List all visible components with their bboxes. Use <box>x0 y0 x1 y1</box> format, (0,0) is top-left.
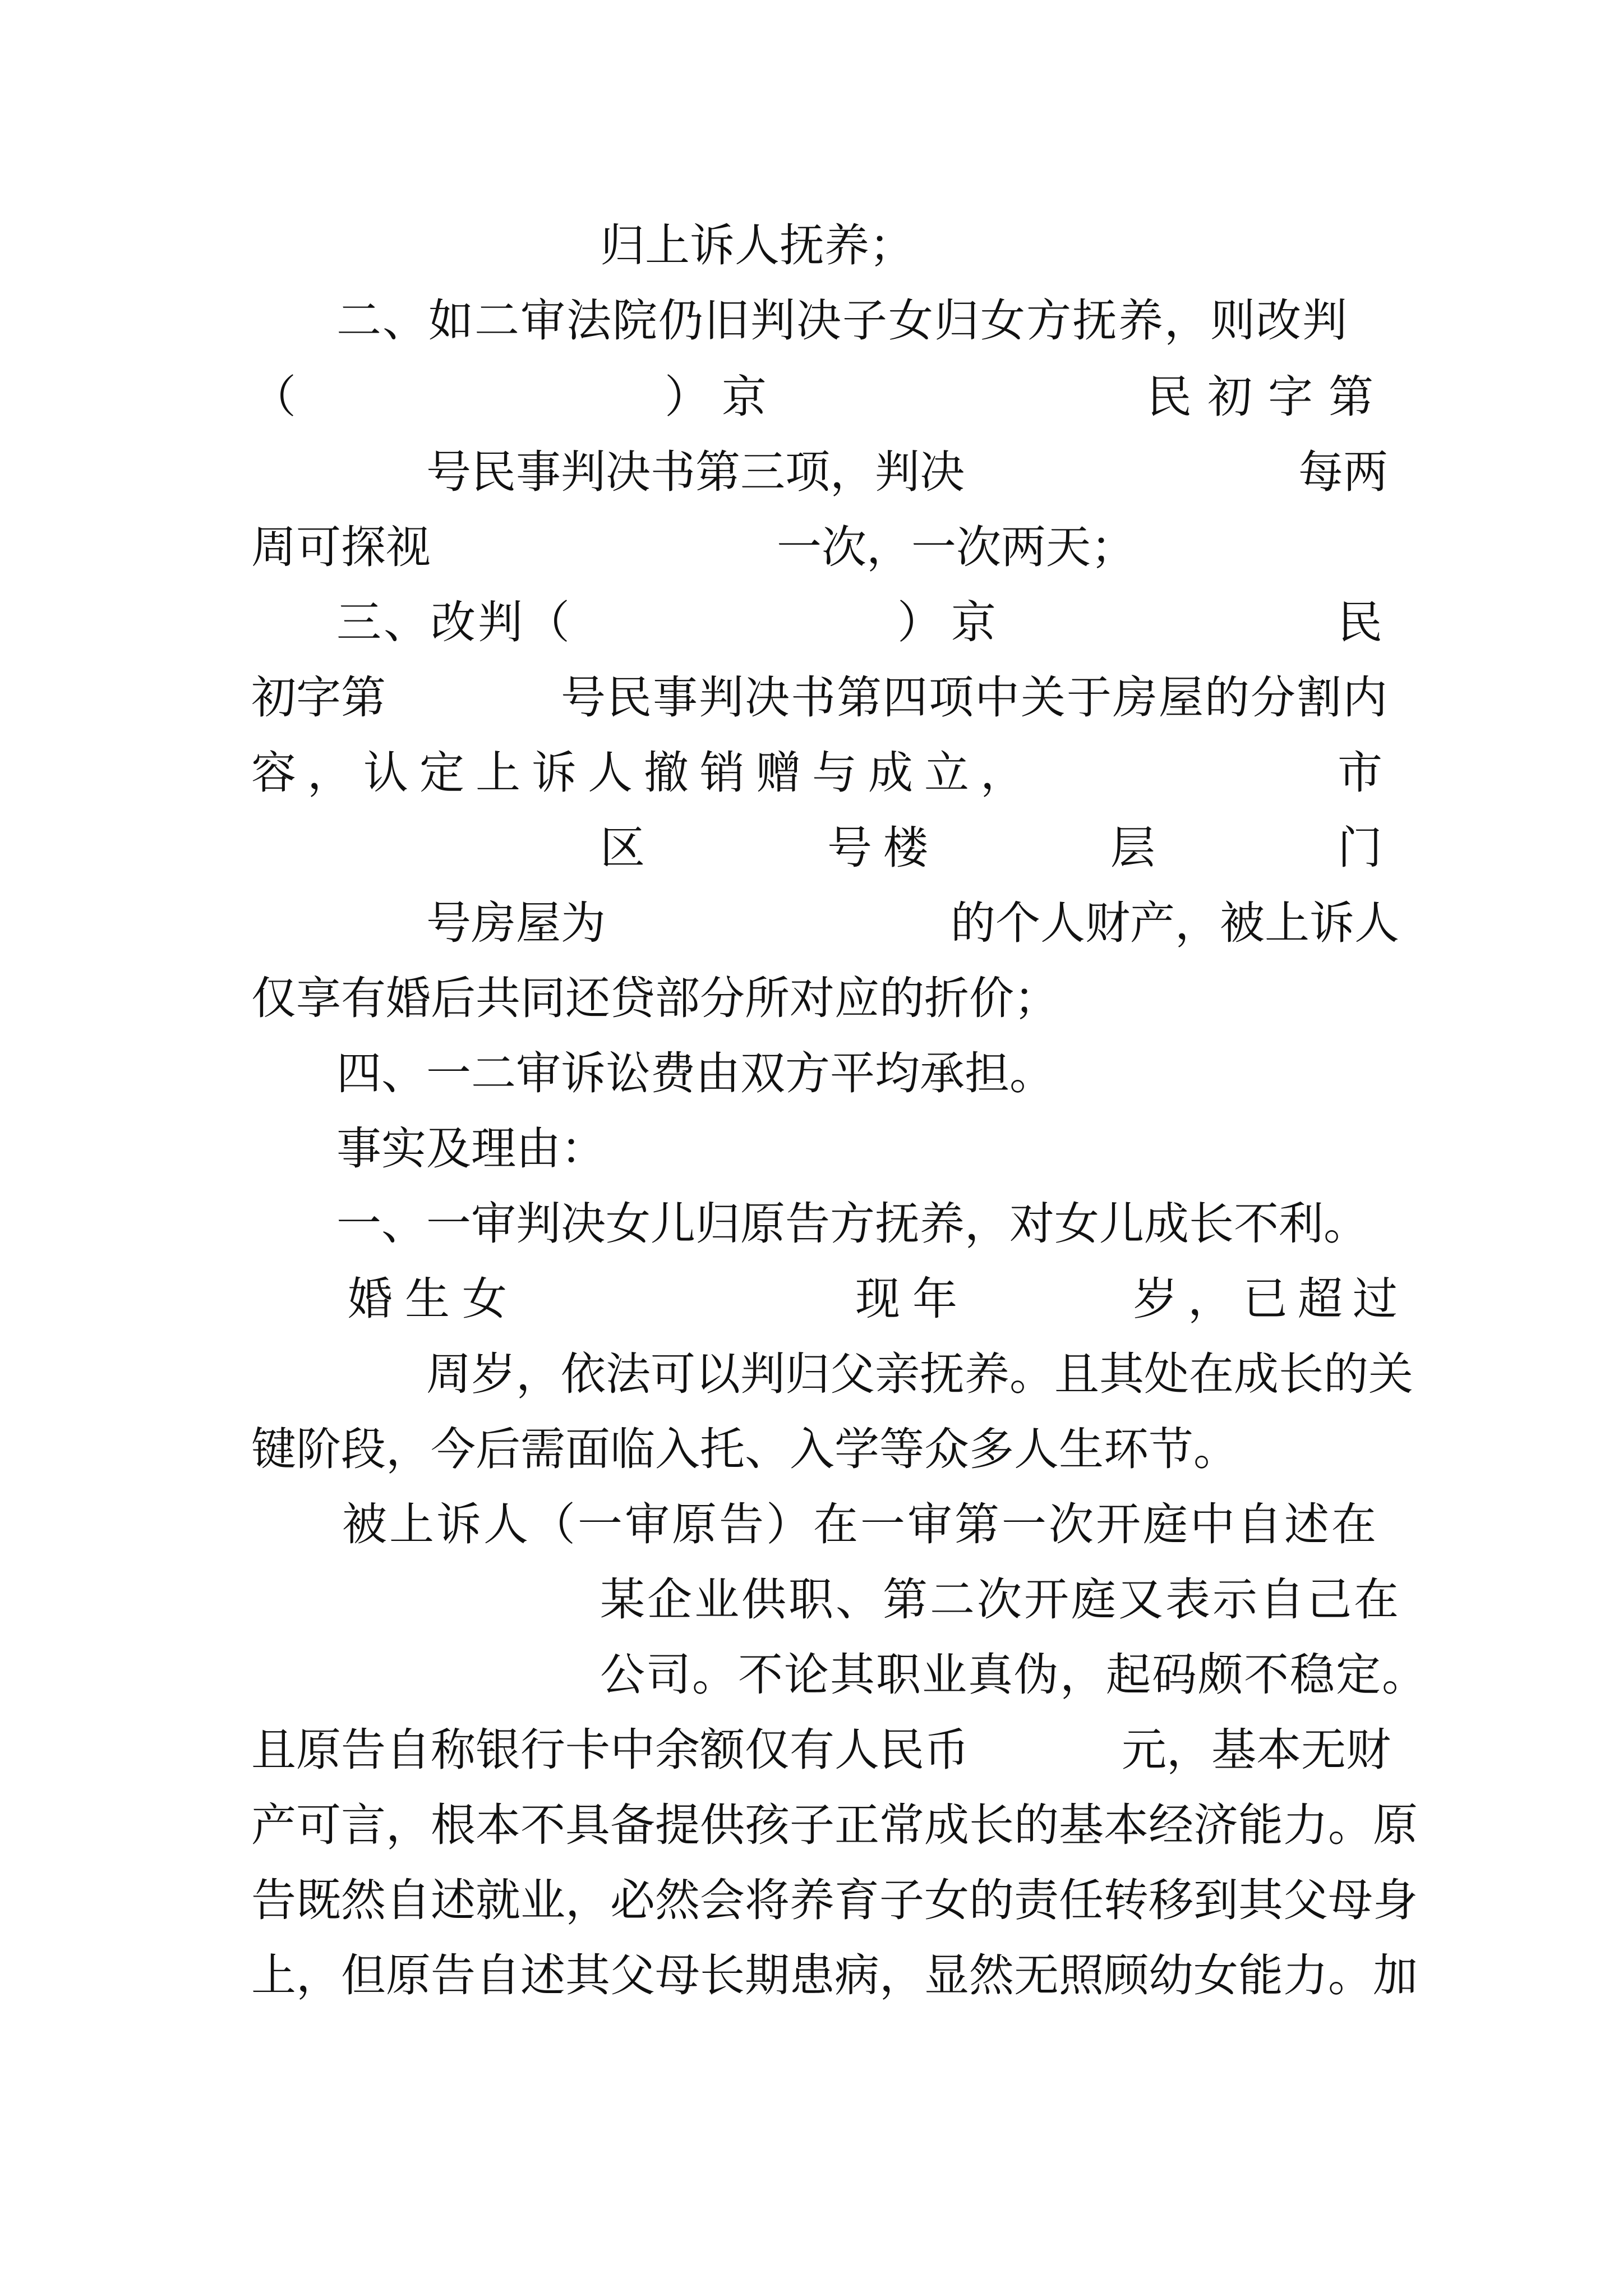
text-line: 公司。不论其职业真伪，起码颇不稳定。 <box>600 1649 1428 1701</box>
text-line: 民 <box>1338 596 1382 648</box>
text-line: （ <box>251 371 296 423</box>
text-line: 被上诉人（一审原告）在一审第一次开庭中自述在 <box>342 1498 1378 1550</box>
text-line: 区 <box>600 822 645 874</box>
text-line: 事实及理由： <box>336 1122 606 1175</box>
text-line: 的个人财产，被上诉人 <box>951 897 1399 949</box>
text-line: 现年 <box>855 1273 970 1325</box>
text-line: 号房屋为 <box>426 897 606 949</box>
text-line: 门 <box>1338 822 1382 874</box>
text-line: 号楼 <box>827 822 939 874</box>
text-line: 初字第 <box>251 671 386 724</box>
text-line: 且原告自称银行卡中余额仅有人民币 <box>251 1724 969 1776</box>
text-line: 民初字第 <box>1147 371 1389 423</box>
text-line: 容，认定上诉人撤销赠与成立， <box>251 747 1036 799</box>
text-line: 键阶段，今后需面临入托、入学等众多人生环节。 <box>251 1423 1238 1475</box>
text-line: ）京 <box>665 371 779 423</box>
text-line: 某企业供职、第二次开庭又表示自己在 <box>600 1573 1401 1626</box>
text-line: 号民事判决书第四项中关于房屋的分割内 <box>561 671 1389 724</box>
text-line: 上，但原告自述其父母长期患病，显然无照顾幼女能力。加 <box>251 1949 1418 2001</box>
text-line: 岁，已超过 <box>1133 1273 1408 1325</box>
text-line: 市 <box>1338 747 1382 799</box>
text-line: ）京 <box>897 596 1005 648</box>
text-line: 一、一审判决女儿归原告方抚养，对女儿成长不利。 <box>336 1198 1368 1250</box>
text-line: 四、一二审诉讼费由双方平均承担。 <box>336 1047 1054 1099</box>
text-line: 每两 <box>1298 446 1388 498</box>
text-line: 三、改判（ <box>336 596 572 648</box>
text-line: 仅享有婚后共同还贷部分所对应的折价； <box>251 972 1059 1024</box>
text-line: 二、如二审法院仍旧判决子女归女方抚养，则改判 <box>336 295 1348 347</box>
text-line: 周岁，依法可以判归父亲抚养。且其处在成长的关 <box>426 1348 1413 1400</box>
text-line: 告既然自述就业，必然会将养育子女的责任转移到其父母身 <box>251 1874 1418 1926</box>
text-line: 归上诉人抚养； <box>600 219 914 272</box>
text-line: 婚生女 <box>348 1273 519 1325</box>
text-line: 层 <box>1110 822 1155 874</box>
text-line: 元，基本无财 <box>1122 1724 1391 1776</box>
text-line: 周可探视 <box>251 521 431 573</box>
text-line: 产可言，根本不具备提供孩子正常成长的基本经济能力。原 <box>251 1799 1418 1851</box>
text-line: 号民事判决书第三项，判决 <box>426 446 965 498</box>
text-line: 一次，一次两天； <box>777 521 1136 573</box>
